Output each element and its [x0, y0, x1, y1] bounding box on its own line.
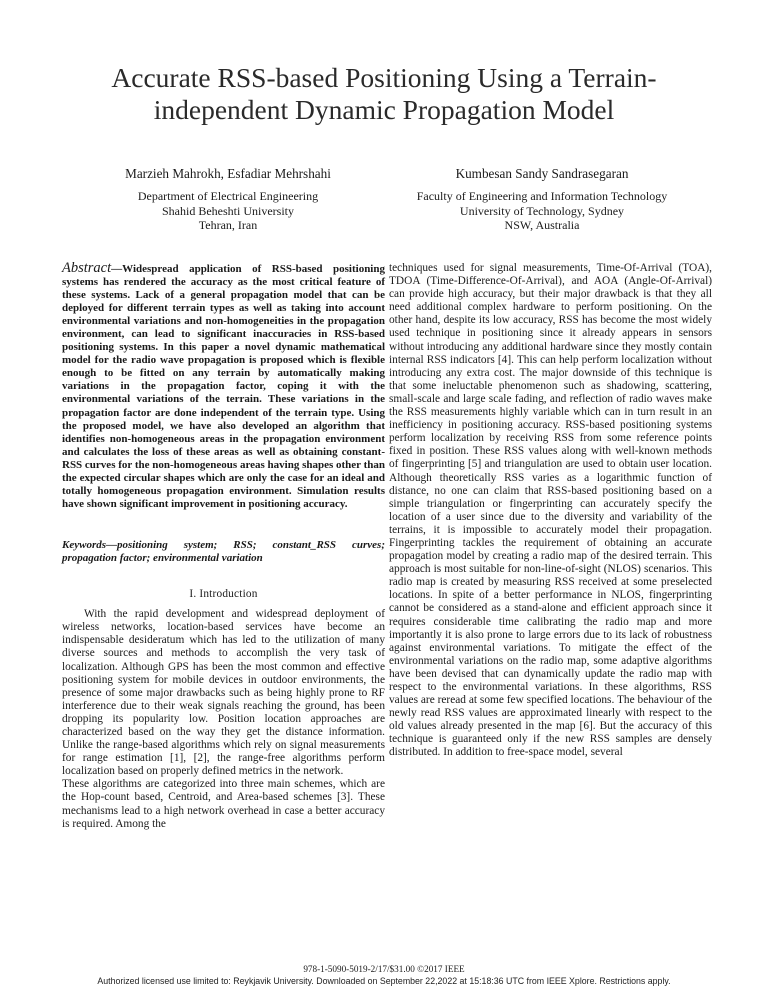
section-heading: I. Introduction — [189, 588, 258, 601]
keywords: Keywords—positioning system; RSS; constant_RSS curves; propagation factor; environmental variation — [62, 538, 385, 564]
author-location: Tehran, Iran — [198, 218, 258, 232]
author-location: NSW, Australia — [504, 218, 580, 232]
abstract-label: Abstract — [62, 260, 112, 276]
author-university: Shahid Beheshti University — [162, 203, 294, 218]
author-university: University of Technology, Sydney — [459, 203, 625, 218]
right-column-text: techniques used for signal measurements, Time-Of-Arrival (TOA), TDOA (Time-Difference-Of-Arrival), and AOA (Angle-Of-Arrival) can provide high accuracy, but their major drawback is that they all need additional complex hardware to perform positioning. On the other hand, despite its low accuracy, RSS has become the most widely used technique in positioning since it already appears in sensors without introducing any additional hardware since they mostly contain internal RSS indicators [4]. This can help perform localization without introducing any extra cost. The major downside of this technique is that some ineluctable phenomenon such as shadowing, scattering, small-scale and large scale fading, and reflection of radio waves make the RSS measurements highly variable which can in turn result in an inefficiency in positioning accuracy. RSS-based positioning systems perform localization by receiving RSS from some reference points fixed in position. These RSS values along with well-known methods of fingerprinting [5] and triangulation are used to obtain user location. Although theoretically RSS varies as a logarithmic function of distance, no one can claim that RSS-based positioning based on a simple triangulation or fingerprinting can accurately specify the location of a user since due to the diversity and variability of the terrains, it is impossible to accurately model their propagation. Fingerprinting tackles the requirement of obtaining an accurate propagation model by creating a radio map of the desired terrain. This approach is most suitable for non-line-of-sight (NLOS) scenarios. This radio map is created by measuring RSS received at some preselected locations. In spite of a better performance in NLOS, fingerprinting cannot be considered as a stand-alone and efficient approach since it requires considerable time calibrating the radio map and more importantly it is also prone to large errors due to its lack of robustness against environmental variations. To mitigate the effect of the environmental variations on the radio map, some adaptive algorithms have been devised that can dynamically update the radio map with respect to the environmental variations. In these algorithms, RSS values are reread at some few specified locations. The behaviour of the newly read RSS values are approximated linearly with respect to the old values already presented in the map [6]. But the accuracy of this technique is guaranteed only if the new RSS samples are densely distributed. In addition to free-space model, several — [389, 262, 712, 759]
title-line-1: Accurate RSS-based Positioning Using a Terrain- — [111, 62, 657, 93]
paper-title — [40, 62, 728, 126]
footer-license: Authorized licensed use limited to: Reykjavik University. Downloaded on September 22,2022 at 15:18:36 UTC from IEEE Xplore. Restrictions apply. — [97, 976, 671, 986]
author-department: Faculty of Engineering and Information Technology — [416, 189, 668, 203]
right-column — [389, 262, 712, 760]
author-block-right — [392, 166, 692, 233]
author-names: Kumbesan Sandy Sandrasegaran — [455, 166, 629, 181]
author-block-left — [78, 166, 378, 233]
left-column — [62, 262, 385, 831]
title-line-2: independent Dynamic Propagation Model — [153, 94, 615, 125]
footer-isbn: 978-1-5090-5019-2/17/$31.00 ©2017 IEEE — [303, 964, 465, 974]
author-department: Department of Electrical Engineering — [137, 189, 319, 203]
intro-paragraph-2: These algorithms are categorized into three main schemes, which are the Hop-count based, Centroid, and Area-based schemes [3]. These mechanisms lead to a high network overhead in case a better accuracy is required. Among the — [62, 778, 385, 830]
intro-paragraph-1: With the rapid development and widespread deployment of wireless networks, location-based services have become an indispensable desideratum which has led to the utilization of many diverse sources and methods to accomplish the very task of localization. Although GPS has been the most common and effective positioning system for mobile devices in outdoor environments, the presence of some major drawbacks such as being highly prone to RF interference due to their weak signals reaching the ground, has been dropping its popularity low. Position location approaches are characterized based on the way they get the distance information. Unlike the range-based algorithms which rely on signal measurements for range estimation [1], [2], the range-free algorithms perform localization based on properly defined metrics in the network. — [62, 608, 385, 778]
author-names: Marzieh Mahrokh, Esfadiar Mehrshahi — [125, 166, 331, 181]
abstract — [62, 262, 385, 511]
abstract-text: —Widespread application of RSS-based positioning systems has rendered the accuracy as the most critical feature of these systems. Lack of a general propagation model that can be deployed for different terrain types as well as taking into account environmental variations and non-homogeneities in the propagation environment, can lead to significant inaccuracies in RSS-based positioning systems. In this paper a novel dynamic mathematical model for the radio wave propagation is proposed which is flexible enough to be fitted on any terrain by automatically making variations in the propagation factor, coping it with the environmental variations of the terrain. These variations in the propagation factor are done independent of the terrain type. Using the proposed model, we have also developed an algorithm that identifies non-homogeneous areas in the propagation environment and calculates the loss of these areas as well as obtaining constant-RSS curves for the non-homogeneous areas having shapes other than the expected circular shapes which are only the case for an ideal and totally homogeneous propagation environment. Simulation results have shown significant improvement in positioning accuracy. — [62, 263, 386, 510]
